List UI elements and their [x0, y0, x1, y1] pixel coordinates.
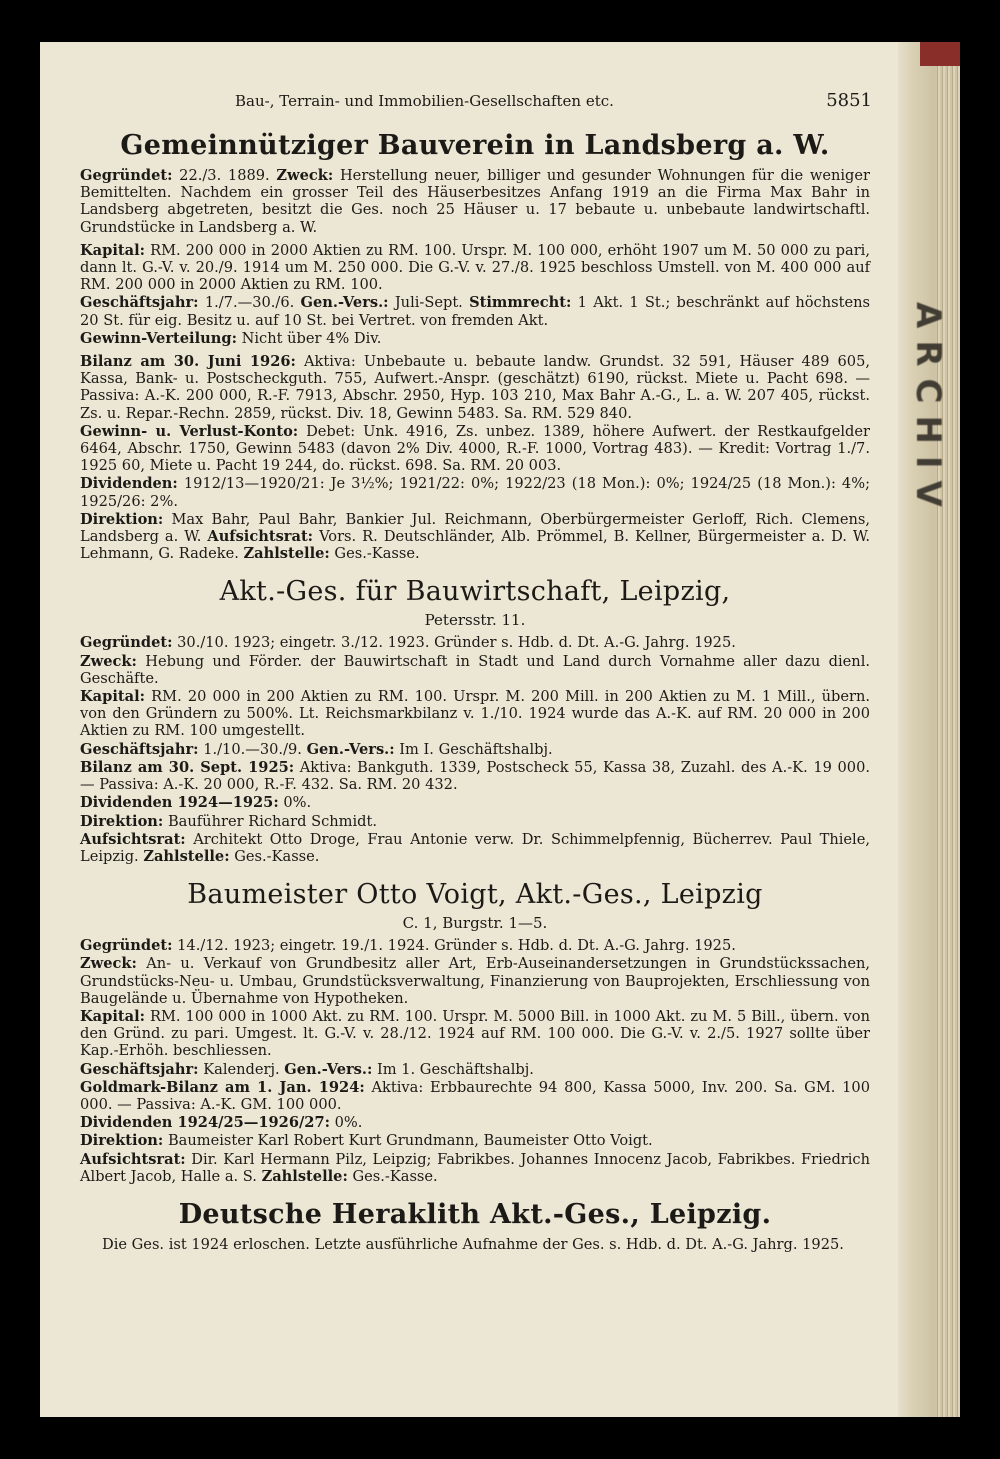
entry-label: Dividenden 1924—1925:	[80, 794, 279, 812]
entry-label: Zweck:	[80, 955, 137, 973]
entry-direktion	[80, 813, 870, 830]
entry-text: RM. 100 000 in 1000 Akt. zu RM. 100. Urspr. M. 5000 Bill. in 1000 Akt. zu M. 5 Bill., übern. von den Gründ. zu pari. Umgest. lt. G.-V. v. 28./12. 1924 auf RM. 100 000. Die G.-V. v. 2./5. 1927 sollte über Kap.-Erhöh. beschliessen.	[80, 1007, 870, 1060]
entry-text: 1./10.—30./9.	[198, 740, 307, 758]
entry-label: Aufsichtsrat:	[207, 528, 314, 546]
entry-dividenden	[80, 794, 870, 811]
entry-text: 22./3. 1889.	[172, 167, 277, 184]
entry-text: Juli-Sept.	[388, 294, 470, 312]
entry-label: Dividenden 1924/25—1926/27:	[80, 1114, 330, 1132]
entry-zweck	[80, 653, 870, 687]
entry-gegruendet	[80, 937, 870, 954]
entry-label: Gegründet:	[80, 634, 173, 652]
entry-aufsichtsrat	[80, 831, 870, 865]
entry-zweck	[80, 955, 870, 1007]
entry-label: Gewinn-Verteilung:	[80, 329, 237, 347]
entry-label: Geschäftsjahr:	[80, 1060, 199, 1078]
spine-stamp	[908, 302, 948, 1262]
entry-text: RM. 20 000 in 200 Aktien zu RM. 100. Urspr. M. 200 Mill. in 200 Aktien zu M. 1 Mill., übern. von den Gründern zu 500%. Lt. Reichsmarkbilanz v. 1./10. 1924 wurde das A.-K. auf RM. 20 000 in 200 Aktien zu RM. 100 umgestellt.	[80, 688, 870, 740]
entry-label: Gegründet:	[80, 167, 173, 184]
entry-label: Direktion:	[80, 812, 164, 830]
entry-geschaeftsjahr	[80, 1061, 870, 1078]
entry-label: Zahlstelle:	[243, 545, 330, 563]
company-title: Akt.-Ges. für Bauwirtschaft, Leipzig,	[219, 576, 731, 608]
page-content	[80, 92, 870, 1254]
entry-text: Aktiva: Bankguth. 1339, Postscheck 55, Kassa 38, Zuzahl. des A.-K. 19 000. — Passiva: A.-K. 20 000, R.-F. 432. Sa. RM. 20 432.	[80, 758, 870, 794]
running-head	[80, 92, 870, 116]
entry-text: Aktiva: Unbebaute u. bebaute landw. Grundst. 32 591, Häuser 489 605, Kassa, Bank- u. Postscheckguth. 755, Aufwert.-Anspr. (geschätzt) 6190, rückst. Miete u. Pacht 698. — Passiva: A.-K. 200 000, R.-F. 7913, Abschr. 2950, Hyp. 103 210, Max Bahr A.-G., L. a. W. 207 405, rückst. Zs. u. Repar.-Rechn. 2859, rückst. Div. 18, Gewinn 5483. Sa. RM. 529 840.	[80, 353, 871, 422]
entry-label: Gegründet:	[80, 937, 173, 955]
entry-label: Direktion:	[80, 1132, 164, 1150]
entry-label: Geschäftsjahr:	[80, 740, 199, 758]
entry-label: Zahlstelle:	[261, 1167, 348, 1185]
entry-text: Die Ges. ist 1924 erloschen. Letzte ausführliche Aufnahme der Ges. s. Hdb. d. Dt. A.-G. Jahrg. 1925.	[102, 1235, 844, 1253]
company-address: Petersstr. 11.	[424, 611, 526, 630]
entry-text: Ges.-Kasse.	[347, 1167, 438, 1185]
entry-bilanz	[80, 1079, 870, 1113]
entry-text: Debet: Unk. 4916, Zs. unbez. 1389, höhere Aufwert. der Restkaufgelder 6464, Abschr. 1750, Gewinn 5483 (davon 2% Div. 4000, R.-F. 1000, Vortrag 483). — Kredit: Vortrag 1./7. 1925 60, Miete u. Pacht 19 244, do. rückst. 698. Sa. RM. 20 003.	[80, 422, 870, 475]
entry-text: Architekt Otto Droge, Frau Antonie verw. Dr. Schimmelpfennig, Bücherrev. Paul Thiele, Leipzig.	[80, 830, 870, 865]
page-number: 5851	[826, 90, 872, 111]
entry-geschaeftsjahr	[80, 741, 870, 758]
entry-label: Goldmark-Bilanz am 1. Jan. 1924:	[80, 1078, 365, 1096]
entry-bilanz	[80, 353, 870, 422]
entry-text: 0%.	[330, 1114, 363, 1132]
entry-kapital	[80, 242, 870, 294]
entry-label: Bilanz am 30. Sept. 1925:	[80, 758, 295, 776]
entry-aufsichtsrat	[80, 1151, 870, 1185]
entry-text: Dir. Karl Hermann Pilz, Leipzig; Fabrikbes. Johannes Innocenz Jacob, Fabrikbes. Friedrich Albert Jacob, Halle a. S.	[80, 1150, 870, 1185]
entry-label: Dividenden:	[80, 475, 178, 493]
entry-text: Herstellung neuer, billiger und gesunder Wohnungen für die weniger Bemittelten. Nachdem ein grosser Teil des Häuserbesitzes Anfang 1919 an die Firma Max Bahr in Landsberg abgetreten, besitzt die Ges. noch 25 Häuser u. 17 bebaute u. unbebaute landwirtschaftl. Grundstücke in Landsberg a. W.	[80, 167, 870, 236]
entry-text: Nicht über 4% Div.	[236, 329, 382, 347]
entry-label: Gewinn- u. Verlust-Konto:	[80, 422, 299, 440]
entry-gewinn-verlust	[80, 423, 870, 475]
entry-direktion	[80, 1132, 870, 1149]
entry-label: Aufsichtsrat:	[80, 1150, 186, 1168]
entry-text: 0%.	[278, 794, 312, 812]
entry-label: Kapital:	[80, 1007, 146, 1025]
company-title: Gemeinnütziger Bauverein in Landsberg a. W.	[120, 130, 830, 161]
entry-text: Hebung und Förder. der Bauwirtschaft in Stadt und Land durch Vornahme aller dazu dienl. Geschäfte.	[80, 652, 870, 687]
entry-text: 1./7.—30./6.	[198, 294, 301, 312]
entry-text: Ges.-Kasse.	[329, 545, 420, 563]
entry-gewinn-verteilung	[80, 330, 870, 347]
entry-label: Bilanz am 30. Juni 1926:	[80, 353, 296, 371]
entry-label: Kapital:	[80, 688, 146, 706]
entry-label: Stimmrecht:	[469, 294, 572, 312]
entry-note	[80, 1236, 870, 1253]
entry-text: 1912/13—1920/21: Je 3½%; 1921/22: 0%; 1922/23 (18 Mon.): 0%; 1924/25 (18 Mon.): 4%; 1925/26: 2%.	[80, 475, 870, 510]
entry-text: An- u. Verkauf von Grundbesitz aller Art, Erb-Auseinandersetzungen in Grundstückssachen, Grundstücks-Neu- u. Umbau, Grundstücksverwaltung, Finanzierung von Bauprojekten, Erschliessung von Baugelände u. Übernahme von Hypotheken.	[80, 955, 870, 1007]
spine-stamp-text: ARCHIV	[908, 302, 948, 519]
entry-text: Bauführer Richard Schmidt.	[163, 812, 378, 830]
scanned-page	[40, 42, 960, 1417]
entry-text: Ges.-Kasse.	[229, 847, 320, 865]
entry-text: 1 Akt. 1 St.; beschränkt auf höchstens 20 St. für eig. Besitz u. auf 10 St. bei Vertret. von fremden Akt.	[80, 294, 871, 329]
entry-label: Gen.-Vers.:	[300, 294, 389, 312]
entry-text: RM. 200 000 in 2000 Aktien zu RM. 100. Urspr. M. 100 000, erhöht 1907 um M. 50 000 zu pari, dann lt. G.-V. v. 20./9. 1914 um M. 250 000. Die G.-V. v. 27./8. 1925 beschloss Umstell. von M. 400 000 auf RM. 200 000 in 2000 Aktien zu RM. 100.	[80, 241, 870, 294]
entry-kapital	[80, 688, 870, 740]
entry-label: Zahlstelle:	[143, 847, 230, 865]
entry-dividenden	[80, 1114, 870, 1131]
entry-kapital	[80, 1008, 870, 1060]
entry-label: Gen.-Vers.:	[306, 740, 395, 758]
entry-bilanz	[80, 759, 870, 793]
entry-direktion	[80, 511, 870, 563]
entry-dividenden	[80, 475, 870, 509]
entry-label: Aufsichtsrat:	[80, 830, 186, 848]
entry-text: Im 1. Geschäftshalbj.	[372, 1060, 534, 1078]
entry-text: 14./12. 1923; eingetr. 19./1. 1924. Gründer s. Hdb. d. Dt. A.-G. Jahrg. 1925.	[172, 937, 736, 955]
entry-label: Direktion:	[80, 510, 164, 528]
company-address: C. 1, Burgstr. 1—5.	[402, 914, 548, 933]
entry-gegruendet	[80, 167, 870, 236]
entry-gegruendet	[80, 634, 870, 651]
entry-text: Aktiva: Erbbaurechte 94 800, Kassa 5000, Inv. 200. Sa. GM. 100 000. — Passiva: A.-K. GM. 100 000.	[80, 1078, 870, 1113]
entry-label: Zweck:	[276, 167, 334, 184]
entry-text: Im I. Geschäftshalbj.	[394, 740, 553, 758]
running-head-title: Bau-, Terrain- und Immobilien-Gesellschaften etc.	[235, 92, 614, 110]
entry-text: Baumeister Karl Robert Kurt Grundmann, Baumeister Otto Voigt.	[163, 1132, 653, 1150]
entry-label: Kapital:	[80, 241, 146, 259]
entry-label: Gen.-Vers.:	[284, 1060, 373, 1078]
entry-label: Geschäftsjahr:	[80, 294, 199, 312]
company-title: Deutsche Heraklith Akt.-Ges., Leipzig.	[178, 1198, 772, 1230]
entry-text: Vors. R. Deutschländer, Alb. Prömmel, B. Kellner, Bürgermeister a. D. W. Lehmann, G. Radeke.	[80, 528, 870, 563]
entry-label: Zweck:	[80, 652, 137, 670]
binding-band	[920, 42, 960, 66]
company-title: Baumeister Otto Voigt, Akt.-Ges., Leipzig	[187, 879, 763, 911]
entry-text: Max Bahr, Paul Bahr, Bankier Jul. Reichmann, Oberbürgermeister Gerloff, Rich. Clemens, Landsberg a. W.	[80, 510, 870, 546]
entry-text: 30./10. 1923; eingetr. 3./12. 1923. Gründer s. Hdb. d. Dt. A.-G. Jahrg. 1925.	[172, 634, 736, 652]
entry-text: Kalenderj.	[198, 1060, 285, 1078]
entry-geschaeftsjahr	[80, 294, 870, 328]
